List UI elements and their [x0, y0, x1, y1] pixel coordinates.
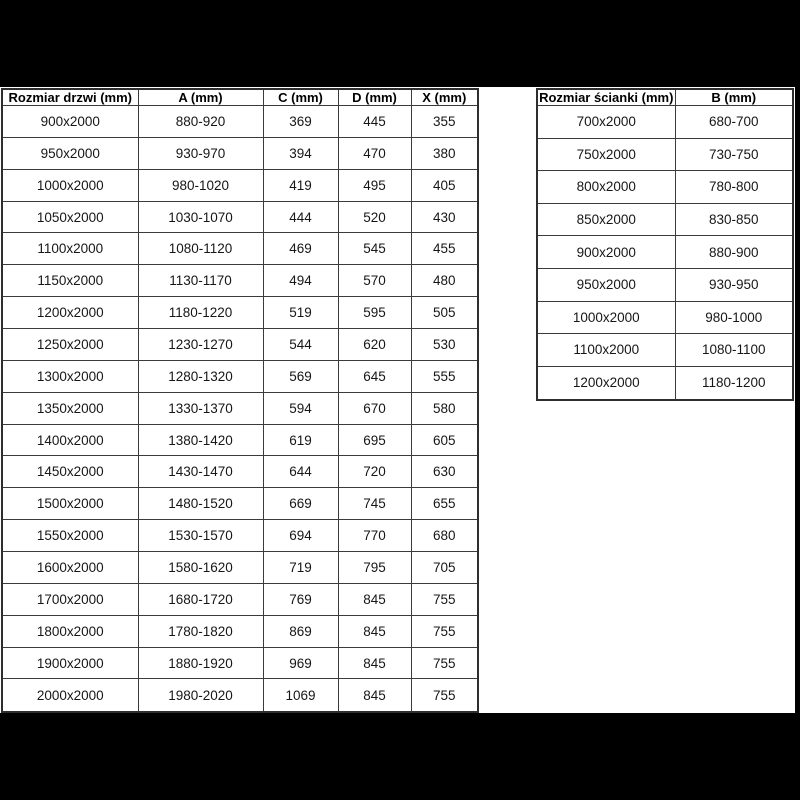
door-table-cell: 655: [411, 488, 478, 520]
door-table-cell: 469: [263, 233, 338, 265]
door-table-cell: 880-920: [138, 106, 263, 138]
door-table-row: [2, 201, 478, 233]
door-table-cell: 1280-1320: [138, 360, 263, 392]
wall-table-cell: 850x2000: [537, 203, 675, 236]
door-table-cell: 670: [338, 392, 411, 424]
door-table-row: [2, 424, 478, 456]
door-table-cell: 594: [263, 392, 338, 424]
door-table-row: [2, 106, 478, 138]
door-table-cell: 695: [338, 424, 411, 456]
door-column-header: A (mm): [138, 89, 263, 106]
door-column-header: D (mm): [338, 89, 411, 106]
wall-table-cell: 1100x2000: [537, 334, 675, 367]
wall-table-cell: 700x2000: [537, 106, 675, 139]
door-table-cell: 1130-1170: [138, 265, 263, 297]
door-table-cell: 745: [338, 488, 411, 520]
wall-table-row: [537, 203, 793, 236]
door-table-cell: 980-1020: [138, 169, 263, 201]
door-table-cell: 1330-1370: [138, 392, 263, 424]
door-table-row: [2, 679, 478, 712]
door-table-row: [2, 233, 478, 265]
door-table-cell: 969: [263, 647, 338, 679]
door-table-row: [2, 647, 478, 679]
door-table-cell: 530: [411, 329, 478, 361]
door-header-row: [2, 89, 478, 106]
door-table-row: [2, 615, 478, 647]
door-table-cell: 644: [263, 456, 338, 488]
door-table-cell: 845: [338, 615, 411, 647]
top-black-bar: [0, 0, 800, 87]
door-table-cell: 755: [411, 647, 478, 679]
wall-table-row: [537, 138, 793, 171]
door-table-cell: 595: [338, 297, 411, 329]
door-table-cell: 630: [411, 456, 478, 488]
wall-table-cell: 1180-1200: [675, 366, 793, 400]
wall-table-cell: 830-850: [675, 203, 793, 236]
door-table-cell: 494: [263, 265, 338, 297]
door-table-cell: 1100x2000: [2, 233, 138, 265]
door-table-cell: 694: [263, 520, 338, 552]
door-table-cell: 1030-1070: [138, 201, 263, 233]
door-table-cell: 394: [263, 137, 338, 169]
door-table-cell: 455: [411, 233, 478, 265]
door-table-row: [2, 360, 478, 392]
door-table-row: [2, 520, 478, 552]
door-table-cell: 1400x2000: [2, 424, 138, 456]
door-table-row: [2, 488, 478, 520]
door-table-cell: 1480-1520: [138, 488, 263, 520]
door-table-cell: 1430-1470: [138, 456, 263, 488]
door-table-cell: 1800x2000: [2, 615, 138, 647]
door-table-cell: 580: [411, 392, 478, 424]
door-table-cell: 430: [411, 201, 478, 233]
wall-table-cell: 780-800: [675, 171, 793, 204]
door-table-cell: 1600x2000: [2, 552, 138, 584]
door-table-cell: 1450x2000: [2, 456, 138, 488]
door-table-cell: 755: [411, 615, 478, 647]
wall-table-cell: 680-700: [675, 106, 793, 139]
door-table-row: [2, 456, 478, 488]
door-table-cell: 680: [411, 520, 478, 552]
door-table-cell: 505: [411, 297, 478, 329]
door-table-cell: 845: [338, 647, 411, 679]
door-table-cell: 1680-1720: [138, 583, 263, 615]
door-table-row: [2, 583, 478, 615]
door-column-header: C (mm): [263, 89, 338, 106]
door-table-cell: 755: [411, 679, 478, 712]
door-table-cell: 719: [263, 552, 338, 584]
bottom-black-bar: [0, 713, 800, 800]
wall-table-cell: 1000x2000: [537, 301, 675, 334]
wall-size-table: [536, 88, 794, 401]
door-table-cell: 755: [411, 583, 478, 615]
door-table-cell: 544: [263, 329, 338, 361]
door-table-cell: 555: [411, 360, 478, 392]
door-table-cell: 405: [411, 169, 478, 201]
right-black-strip: [795, 0, 800, 800]
door-table-cell: 1300x2000: [2, 360, 138, 392]
door-table-row: [2, 265, 478, 297]
door-table-cell: 520: [338, 201, 411, 233]
wall-column-header: Rozmiar ścianki (mm): [537, 89, 675, 106]
wall-table-row: [537, 301, 793, 334]
wall-table-row: [537, 106, 793, 139]
door-table-cell: 900x2000: [2, 106, 138, 138]
door-table-cell: 1000x2000: [2, 169, 138, 201]
door-table-cell: 2000x2000: [2, 679, 138, 712]
wall-table-cell: 800x2000: [537, 171, 675, 204]
door-table-cell: 1150x2000: [2, 265, 138, 297]
door-table-cell: 705: [411, 552, 478, 584]
door-table-cell: 1080-1120: [138, 233, 263, 265]
door-table-cell: 1700x2000: [2, 583, 138, 615]
door-table-cell: 1780-1820: [138, 615, 263, 647]
door-table-cell: 470: [338, 137, 411, 169]
door-table-cell: 845: [338, 583, 411, 615]
door-table-row: [2, 297, 478, 329]
door-column-header: X (mm): [411, 89, 478, 106]
door-table-cell: 669: [263, 488, 338, 520]
door-table-row: [2, 552, 478, 584]
door-table-cell: 1380-1420: [138, 424, 263, 456]
door-table-cell: 619: [263, 424, 338, 456]
wall-table-cell: 900x2000: [537, 236, 675, 269]
door-table-row: [2, 137, 478, 169]
door-table-cell: 1880-1920: [138, 647, 263, 679]
door-table-cell: 1980-2020: [138, 679, 263, 712]
door-table-cell: 720: [338, 456, 411, 488]
wall-table-row: [537, 334, 793, 367]
door-table-cell: 1530-1570: [138, 520, 263, 552]
door-table-cell: 620: [338, 329, 411, 361]
door-table-cell: 795: [338, 552, 411, 584]
door-table-cell: 1069: [263, 679, 338, 712]
door-table-cell: 645: [338, 360, 411, 392]
wall-table-cell: 930-950: [675, 268, 793, 301]
door-table-cell: 930-970: [138, 137, 263, 169]
door-table-cell: 380: [411, 137, 478, 169]
door-table-cell: 1050x2000: [2, 201, 138, 233]
door-table-cell: 769: [263, 583, 338, 615]
door-table-cell: 1500x2000: [2, 488, 138, 520]
door-table-cell: 445: [338, 106, 411, 138]
door-table-cell: 869: [263, 615, 338, 647]
door-table-cell: 770: [338, 520, 411, 552]
door-table-cell: 950x2000: [2, 137, 138, 169]
wall-header-row: [537, 89, 793, 106]
door-table-cell: 1250x2000: [2, 329, 138, 361]
wall-table-row: [537, 171, 793, 204]
door-table-cell: 495: [338, 169, 411, 201]
door-table-row: [2, 169, 478, 201]
door-column-header: Rozmiar drzwi (mm): [2, 89, 138, 106]
door-table-cell: 444: [263, 201, 338, 233]
door-table-cell: 1900x2000: [2, 647, 138, 679]
wall-column-header: B (mm): [675, 89, 793, 106]
door-table-cell: 569: [263, 360, 338, 392]
door-table-cell: 545: [338, 233, 411, 265]
wall-table-cell: 1200x2000: [537, 366, 675, 400]
door-table-cell: 1580-1620: [138, 552, 263, 584]
door-table-cell: 355: [411, 106, 478, 138]
door-table-cell: 419: [263, 169, 338, 201]
door-size-table: [1, 88, 479, 713]
wall-table-cell: 750x2000: [537, 138, 675, 171]
door-table-cell: 1350x2000: [2, 392, 138, 424]
door-table-cell: 369: [263, 106, 338, 138]
wall-table-cell: 880-900: [675, 236, 793, 269]
door-table-cell: 605: [411, 424, 478, 456]
wall-table-cell: 1080-1100: [675, 334, 793, 367]
wall-table-cell: 980-1000: [675, 301, 793, 334]
door-table-cell: 1550x2000: [2, 520, 138, 552]
wall-table-cell: 730-750: [675, 138, 793, 171]
door-table-cell: 845: [338, 679, 411, 712]
door-table-cell: 480: [411, 265, 478, 297]
door-table-cell: 1180-1220: [138, 297, 263, 329]
door-table-cell: 1230-1270: [138, 329, 263, 361]
wall-table-row: [537, 366, 793, 400]
door-table-row: [2, 392, 478, 424]
wall-table-cell: 950x2000: [537, 268, 675, 301]
door-table-cell: 570: [338, 265, 411, 297]
door-table-row: [2, 329, 478, 361]
door-table-cell: 1200x2000: [2, 297, 138, 329]
door-table-cell: 519: [263, 297, 338, 329]
wall-table-row: [537, 268, 793, 301]
wall-table-row: [537, 236, 793, 269]
